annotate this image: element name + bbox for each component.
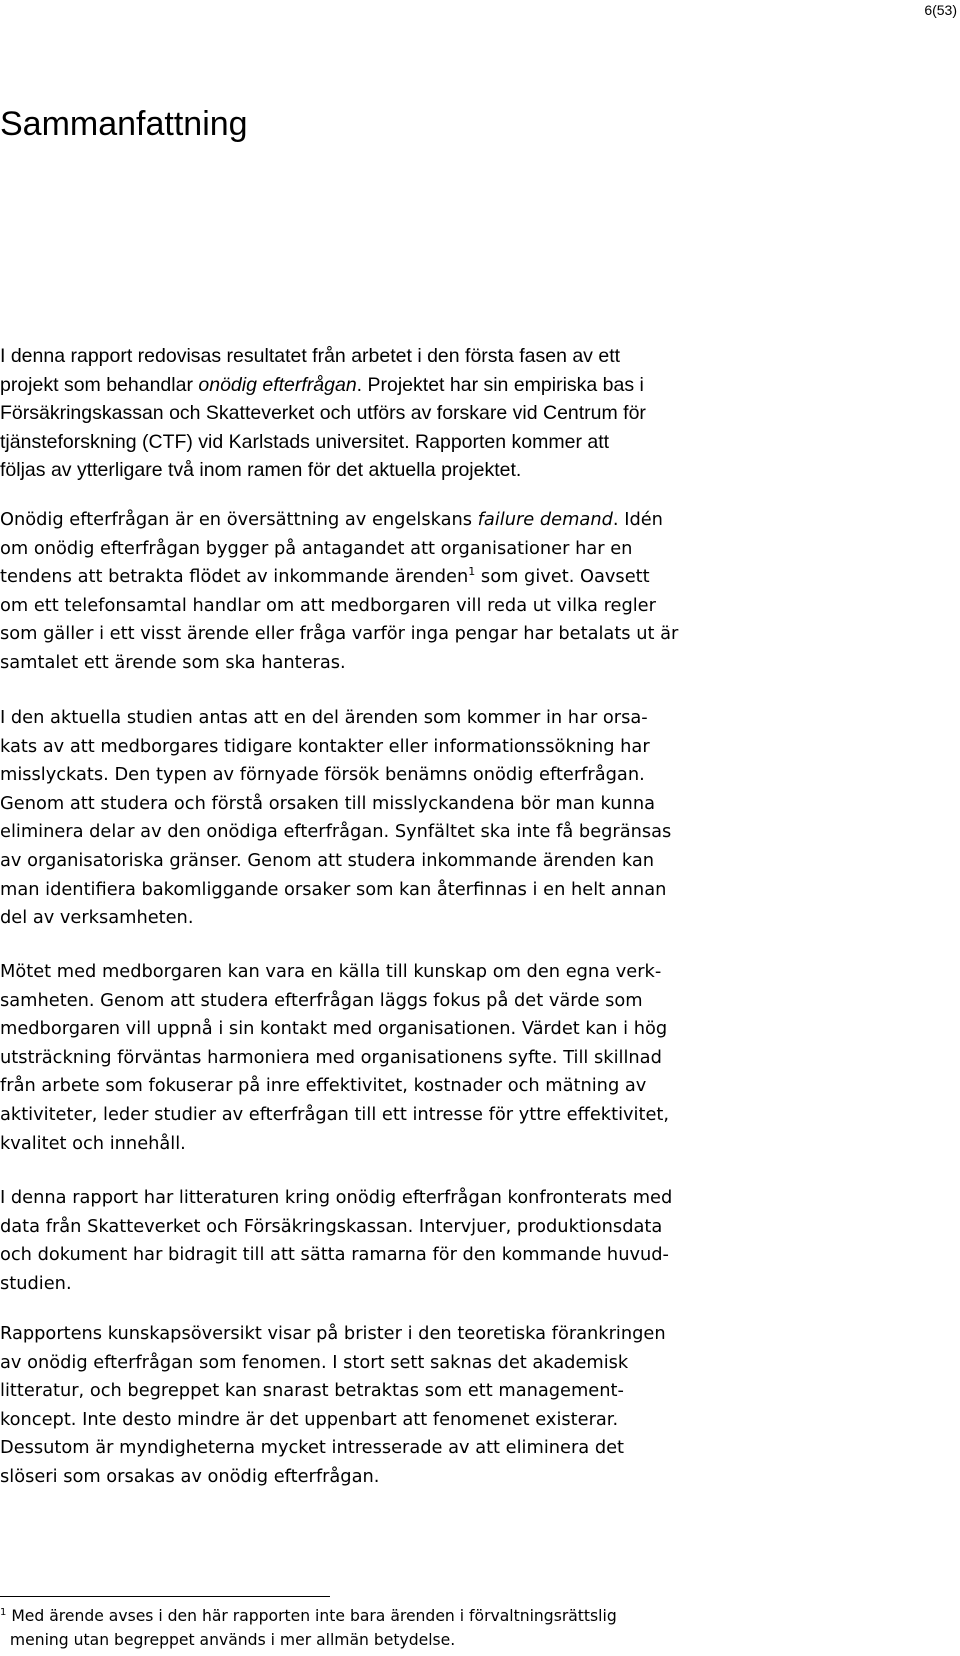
paragraph-line: samtalet ett ärende som ska hanteras. bbox=[0, 651, 346, 673]
paragraph-definition bbox=[0, 506, 960, 678]
paragraph-line: I den aktuella studien antas att en del ärenden som kommer in har orsa- bbox=[0, 707, 648, 728]
paragraph-line: av onödig efterfrågan som fenomen. I stort sett saknas det akademisk bbox=[0, 1351, 629, 1373]
paragraph-line: medborgaren vill uppnå i sin kontakt med organisationen. Värdet kan i hög bbox=[0, 1018, 668, 1040]
paragraph-line: och dokument har bidragit till att sätta ramarna för den kommande huvud- bbox=[0, 1244, 669, 1266]
paragraph-line: Genom att studera och förstå orsaken till misslyckandena bör man kunna bbox=[0, 792, 655, 814]
paragraph-line: . Projektet har sin empiriska bas i bbox=[356, 373, 644, 396]
paragraph-line: tendens att betrakta flödet av inkommande ärenden bbox=[0, 566, 469, 588]
paragraph-line: från arbete som fokuserar på inre effektivitet, kostnader och mätning av bbox=[0, 1075, 647, 1097]
footnote-line: Med ärende avses i den här rapporten inte bara ärenden i förvaltningsrättslig bbox=[6, 1607, 617, 1625]
emphasis-term: failure demand bbox=[477, 509, 613, 530]
paragraph-line: slöseri som orsakas av onödig efterfrågan. bbox=[0, 1465, 380, 1487]
paragraph-line: I denna rapport redovisas resultatet från arbetet i den första fasen av ett bbox=[0, 345, 621, 367]
emphasis-term: onödig efterfrågan bbox=[198, 373, 357, 396]
paragraph-line: I denna rapport har litteraturen kring onödig efterfrågan konfronterats med bbox=[0, 1187, 673, 1208]
paragraph-line: utsträckning förväntas harmoniera med organisationens syfte. Till skillnad bbox=[0, 1046, 662, 1068]
paragraph-line: följas av ytterligare två inom ramen för det aktuella projektet. bbox=[0, 459, 522, 481]
paragraph-line: Onödig efterfrågan är en översättning av engelskans bbox=[0, 509, 478, 530]
paragraph-line: studien. bbox=[0, 1272, 72, 1294]
paragraph-line: om ett telefonsamtal handlar om att medborgaren vill reda ut vilka regler bbox=[0, 594, 656, 616]
paragraph-conclusion bbox=[0, 1320, 960, 1492]
paragraph-line: tjänsteforskning (CTF) vid Karlstads universitet. Rapporten kommer att bbox=[0, 430, 610, 453]
paragraph-citizen bbox=[0, 958, 960, 1158]
paragraph-line: Dessutom är myndigheterna mycket intresserade av att eliminera det bbox=[0, 1437, 625, 1459]
paragraph-line: kats av att medborgares tidigare kontakter eller informationssökning har bbox=[0, 735, 650, 757]
paragraph-line: som gäller i ett visst ärende eller fråga varför inga pengar har betalats ut är bbox=[0, 623, 679, 645]
paragraph-intro bbox=[0, 342, 960, 485]
paragraph-study bbox=[0, 704, 960, 933]
paragraph-line: litteratur, och begreppet kan snarast betraktas som ett management- bbox=[0, 1380, 624, 1402]
footnote-marker: 1 bbox=[0, 1607, 7, 1618]
paragraph-line: Mötet med medborgaren kan vara en källa till kunskap om den egna verk- bbox=[0, 961, 662, 982]
paragraph-line: data från Skatteverket och Försäkringskassan. Intervjuer, produktionsdata bbox=[0, 1215, 663, 1237]
paragraph-line: Försäkringskassan och Skatteverket och utförs av forskare vid Centrum för bbox=[0, 402, 646, 424]
paragraph-line: Rapportens kunskapsöversikt visar på brister i den teoretiska förankringen bbox=[0, 1323, 666, 1344]
page-number: 6(53) bbox=[924, 2, 957, 18]
footnote-reference[interactable]: 1 bbox=[468, 565, 476, 579]
paragraph-line: av organisatoriska gränser. Genom att studera inkommande ärenden kan bbox=[0, 849, 655, 871]
paragraph-line: koncept. Inte desto mindre är det uppenbart att fenomenet existerar. bbox=[0, 1408, 619, 1430]
paragraph-line: som givet. Oavsett bbox=[475, 566, 650, 588]
page-title: Sammanfattning bbox=[0, 105, 248, 143]
paragraph-line: projekt som behandlar bbox=[0, 373, 199, 396]
paragraph-line: eliminera delar av den onödiga efterfrågan. Synfältet ska inte få begränsas bbox=[0, 821, 672, 843]
paragraph-line: om onödig efterfrågan bygger på antagandet att organisationer har en bbox=[0, 537, 633, 559]
paragraph-line: man identifiera bakomliggande orsaker som kan återfinnas i en helt annan bbox=[0, 878, 667, 900]
paragraph-line: samheten. Genom att studera efterfrågan läggs fokus på det värde som bbox=[0, 989, 643, 1011]
footnote-divider bbox=[0, 1596, 330, 1597]
paragraph-line: . Idén bbox=[612, 509, 663, 530]
paragraph-line: del av verksamheten. bbox=[0, 907, 194, 929]
paragraph-data bbox=[0, 1184, 960, 1298]
footnote bbox=[0, 1604, 617, 1652]
paragraph-line: kvalitet och innehåll. bbox=[0, 1132, 186, 1154]
footnote-line: mening utan begreppet används i mer allmän betydelse. bbox=[0, 1631, 456, 1649]
paragraph-line: misslyckats. Den typen av förnyade försök benämns onödig efterfrågan. bbox=[0, 764, 645, 786]
paragraph-line: aktiviteter, leder studier av efterfrågan till ett intresse för yttre effektivitet, bbox=[0, 1103, 670, 1125]
